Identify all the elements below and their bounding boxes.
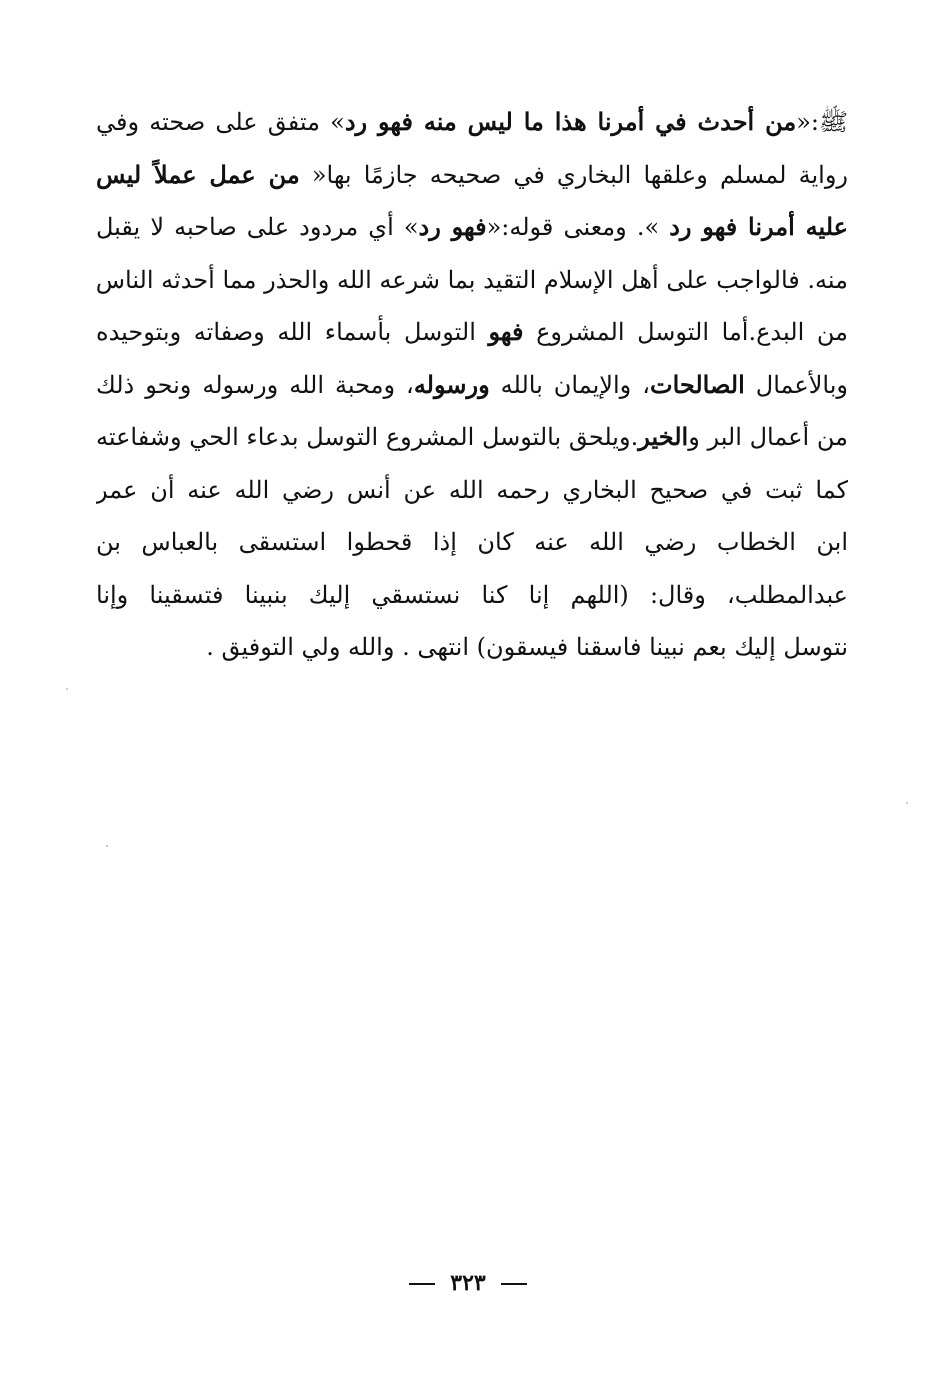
text-line (96, 149, 848, 202)
bold-text-run: من أحدث في أمرنا هذا ما ليس منه فهو رد (344, 107, 797, 136)
text-line (96, 359, 848, 412)
bold-text-run: عليه أمرنا فهو رد (669, 212, 848, 241)
text-run: » متفق على صحته وفي (96, 108, 345, 136)
scan-speck (106, 845, 108, 847)
text-run: عبدالمطلب، وقال: (اللهم إنا كنا نستسقي إليك بنبينا فتسقينا وإنا (96, 580, 848, 609)
text-run: .ويلحق بالتوسل المشروع التوسل بدعاء الحي وشفاعته (96, 423, 639, 451)
scan-speck (66, 688, 68, 690)
dash-left (501, 1283, 527, 1285)
text-run: التوسل بأسماء الله وصفاته وبتوحيده (96, 318, 489, 346)
text-run: ». ومعنى قوله:« (486, 213, 670, 241)
bold-text-run: فهو (488, 317, 524, 346)
scan-speck (906, 802, 908, 804)
text-run: رواية لمسلم وعلقها البخاري في صحيحه جازمًا بها« (299, 160, 848, 189)
text-line (96, 306, 848, 359)
text-run: ، والإيمان بالله (489, 370, 650, 399)
text-run: وبالأعمال (744, 370, 848, 399)
text-line (96, 569, 848, 622)
text-run: منه. فالواجب على أهل الإسلام التقيد بما شرعه الله والحذر مما أحدثه الناس (96, 265, 848, 294)
text-line (96, 411, 848, 464)
bold-text-run: ورسوله (413, 369, 490, 399)
text-run: نتوسل إليك بعم نبينا فاسقنا فيسقون) انتهى . والله ولي التوفيق . (206, 633, 848, 661)
text-run: من أعمال البر و (688, 423, 848, 451)
text-line (96, 516, 848, 569)
text-run: ﷺ:« (796, 108, 848, 136)
text-run: ، ومحبة الله ورسوله ونحو ذلك (96, 370, 414, 399)
page-number-footer (0, 1270, 936, 1296)
text-run: » أي مردود على صاحبه لا يقبل (96, 213, 419, 241)
text-run: من البدع.أما التوسل المشروع (523, 318, 848, 346)
text-line (96, 621, 848, 674)
text-line (96, 464, 848, 517)
bold-text-run: فهو رد (418, 212, 487, 241)
text-run: كما ثبت في صحيح البخاري رحمه الله عن أنس رضي الله عنه أن عمر (96, 475, 848, 504)
dash-right (409, 1283, 435, 1285)
bold-text-run: من عمل عملاً ليس (96, 159, 300, 189)
page-number: ٣٢٣ (450, 1270, 486, 1296)
bold-text-run: الصالحات (649, 369, 745, 399)
text-run: ابن الخطاب رضي الله عنه كان إذا قحطوا استسقى بالعباس بن (96, 528, 848, 556)
text-line (96, 254, 848, 307)
bold-text-run: الخير (638, 422, 689, 451)
text-line (96, 96, 848, 149)
text-line (96, 201, 848, 254)
body-text (96, 96, 848, 674)
